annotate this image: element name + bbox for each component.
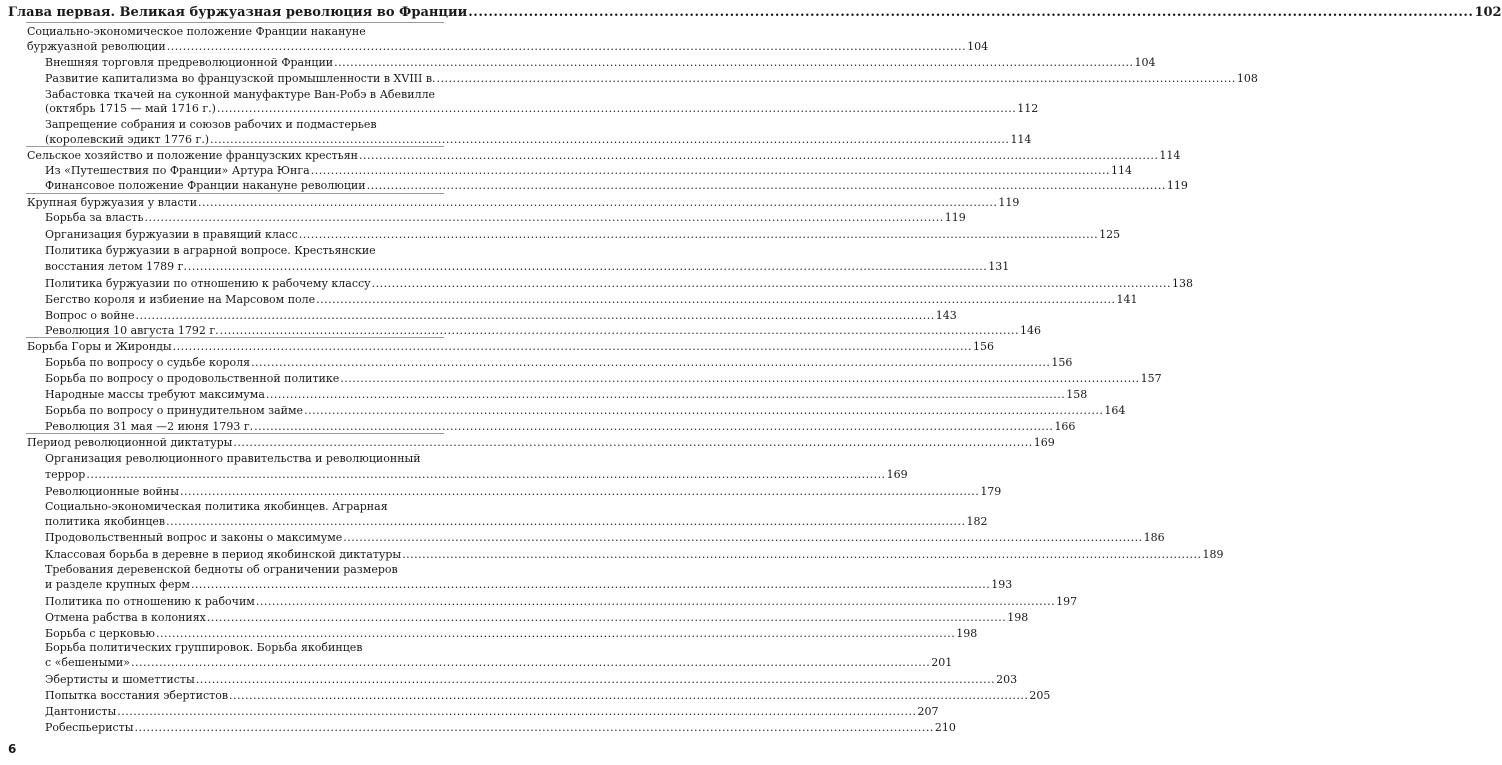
toc-entry[interactable] — [45, 356, 1073, 371]
dot-leader — [340, 372, 1139, 387]
toc-entry-page: 201 — [931, 656, 953, 669]
toc-entry[interactable] — [45, 531, 1165, 546]
toc-entry-title: Из «Путешествия по Франции» Артура Юнга — [45, 164, 310, 177]
toc-entry-title: Политика буржуазии по отношению к рабочему классу — [45, 277, 371, 290]
toc-entry[interactable] — [45, 72, 1258, 87]
toc-entry-title: Вопрос о войне — [45, 309, 135, 322]
toc-entry-title: Борьба за власть — [45, 211, 144, 224]
toc-entry-title: Продовольственный вопрос и законы о максимуме — [45, 531, 343, 544]
toc-entry[interactable] — [45, 627, 978, 642]
dot-leader — [217, 102, 1016, 117]
toc-entry-title: Борьба с церковью — [45, 627, 155, 640]
toc-entry[interactable] — [45, 244, 444, 259]
dot-leader — [131, 656, 930, 671]
toc-entry[interactable] — [45, 721, 956, 736]
dot-leader — [316, 293, 1115, 308]
toc-entry-title: Отмена рабства в колониях — [45, 611, 206, 624]
toc-entry[interactable] — [45, 56, 1156, 71]
toc-entry-page: 164 — [1104, 404, 1126, 417]
toc-entry-page: 114 — [1010, 133, 1032, 146]
toc-entry-title: Дантонисты — [45, 705, 117, 718]
dot-leader — [229, 689, 1028, 704]
toc-entry-page: 157 — [1140, 372, 1162, 385]
toc-entry-page: 141 — [1116, 293, 1138, 306]
dot-leader — [299, 228, 1098, 243]
dot-leader — [167, 40, 966, 55]
toc-entry-title: Революционные войны — [45, 485, 179, 498]
toc-entry-title: Развитие капитализма во французской промышленности в XVIII в. — [45, 72, 436, 85]
toc-entry-title: Политика по отношению к рабочим — [45, 595, 255, 608]
toc-entry-title: Борьба по вопросу о принудительном займе — [45, 404, 304, 417]
chapter-title: Глава первая. Великая буржуазная революция во Франции — [8, 5, 468, 20]
toc-entry-page: 166 — [1054, 420, 1076, 433]
toc-entry[interactable] — [45, 705, 939, 720]
toc-entry-title: Период революционной диктатуры — [27, 436, 233, 449]
toc-entry[interactable] — [45, 689, 1051, 704]
toc-entry[interactable] — [45, 388, 1088, 403]
dot-leader — [266, 388, 1065, 403]
toc-entry-title: Борьба по вопросу о продовольственной политике — [45, 372, 340, 385]
toc-entry[interactable] — [27, 25, 444, 40]
dot-leader — [188, 260, 987, 275]
toc-entry[interactable] — [45, 485, 1002, 500]
dot-leader — [343, 531, 1142, 546]
toc-entry[interactable] — [45, 452, 444, 467]
toc-entry-page: 143 — [935, 309, 957, 322]
toc-entry[interactable] — [45, 118, 444, 133]
toc-entry-title: Финансовое положение Франции накануне революции — [45, 179, 366, 192]
toc-entry[interactable] — [45, 211, 966, 226]
dot-leader — [304, 404, 1103, 419]
dot-leader — [233, 436, 1032, 451]
toc-entry-title: Социально-экономическая политика якобинцев. Аграрная — [45, 500, 388, 513]
toc-entry-page: 146 — [1020, 324, 1041, 337]
toc-entry-title: Забастовка ткачей на суконной мануфактуре Ван-Робэ в Абевилле — [45, 88, 436, 101]
dot-leader — [437, 72, 1236, 87]
toc-entry[interactable] — [45, 102, 1039, 117]
dot-leader — [86, 468, 885, 483]
dot-leader — [311, 164, 1110, 179]
toc-entry-page: 193 — [991, 578, 1013, 591]
dot-leader — [135, 721, 934, 736]
toc-entry-title: Требования деревенской бедноты об ограничении размеров — [45, 563, 398, 576]
toc-entry-page: 169 — [1033, 436, 1055, 449]
dot-leader — [166, 515, 965, 530]
chapter-page-number: 102 — [1474, 5, 1502, 20]
toc-entry-title: Бегство короля и избиение на Марсовом поле — [45, 293, 316, 306]
dot-leader — [196, 673, 995, 688]
toc-entry-title: Организация буржуазии в правящий класс — [45, 228, 298, 241]
section-divider — [26, 22, 444, 23]
toc-entry[interactable] — [45, 404, 1126, 419]
toc-entry[interactable] — [27, 436, 1055, 451]
toc-entry[interactable] — [45, 563, 444, 578]
dot-leader — [256, 595, 1055, 610]
toc-entry[interactable] — [27, 40, 989, 55]
toc-entry-page: 182 — [966, 515, 988, 528]
toc-entry-page: 205 — [1029, 689, 1051, 702]
toc-entry-title: Революция 10 августа 1792 г. — [45, 324, 219, 337]
toc-entry[interactable] — [45, 611, 1029, 626]
toc-entry-page: 114 — [1111, 164, 1133, 177]
dot-leader — [402, 548, 1201, 563]
toc-entry-title: Социально-экономическое положение Франции накануне — [27, 25, 366, 38]
dot-leader — [468, 5, 1473, 21]
toc-entry-page: 156 — [972, 340, 994, 353]
toc-entry-page: 179 — [980, 485, 1002, 498]
toc-entry-page: 104 — [1134, 56, 1156, 69]
page-number: 6 — [8, 742, 17, 756]
toc-entry-title: Внешняя торговля предреволюционной Франции — [45, 56, 334, 69]
dot-leader — [191, 578, 990, 593]
dot-leader — [359, 149, 1158, 164]
section-divider — [26, 337, 444, 338]
toc-entry[interactable] — [45, 468, 908, 483]
toc-entry-page: 158 — [1066, 388, 1088, 401]
toc-entry-page: 197 — [1056, 595, 1078, 608]
toc-entry[interactable] — [45, 277, 1193, 292]
toc-entry-page: 138 — [1171, 277, 1193, 290]
toc-entry-title: Сельское хозяйство и положение французских крестьян — [27, 149, 358, 162]
toc-entry-title: с «бешеными» — [45, 656, 130, 669]
toc-entry-page: 156 — [1051, 356, 1073, 369]
toc-entry[interactable] — [45, 179, 1188, 194]
toc-entry[interactable] — [45, 228, 1121, 243]
toc-entry-title: и разделе крупных ферм — [45, 578, 190, 591]
toc-entry-title: Попытка восстания эбертистов — [45, 689, 229, 702]
toc-entry-page: 108 — [1236, 72, 1258, 85]
dot-leader — [367, 179, 1166, 194]
dot-leader — [334, 56, 1133, 71]
toc-entry-title: Робеспьеристы — [45, 721, 134, 734]
dot-leader — [372, 277, 1171, 292]
toc-entry-page: 114 — [1159, 149, 1181, 162]
toc-entry-title: Народные массы требуют максимума — [45, 388, 265, 401]
toc-entry[interactable] — [45, 641, 444, 656]
toc-entry-page: 189 — [1202, 548, 1224, 561]
toc-entry[interactable] — [27, 340, 994, 355]
toc-entry[interactable] — [45, 673, 1018, 688]
toc-entry-page: 169 — [886, 468, 908, 481]
toc-entry-title: (королевский эдикт 1776 г.) — [45, 133, 210, 146]
toc-entry-page: 119 — [998, 196, 1020, 209]
dot-leader — [117, 705, 916, 720]
toc-entry-title: Организация революционного правительства и революционный — [45, 452, 421, 465]
dot-leader — [251, 356, 1050, 371]
toc-entry-title: Борьба Горы и Жиронды — [27, 340, 172, 353]
toc-entry[interactable] — [45, 309, 957, 324]
toc-entry[interactable] — [45, 595, 1078, 610]
toc-entry-page: 131 — [988, 260, 1010, 273]
section-divider — [26, 146, 444, 147]
toc-entry-page: 125 — [1099, 228, 1121, 241]
dot-leader — [198, 196, 997, 211]
toc-entry[interactable] — [45, 515, 988, 530]
toc-entry[interactable] — [45, 548, 1224, 563]
toc-entry[interactable] — [45, 164, 1133, 179]
toc-entry-title: Политика буржуазии в аграрной вопросе. Крестьянские — [45, 244, 376, 257]
toc-entry-title: Классовая борьба в деревне в период якобинской диктатуры — [45, 548, 402, 561]
toc-entry-title: буржуазной революции — [27, 40, 166, 53]
toc-entry-title: Борьба политических группировок. Борьба якобинцев — [45, 641, 363, 654]
toc-entry-page: 112 — [1017, 102, 1039, 115]
toc-entry[interactable] — [45, 656, 953, 671]
toc-entry-title: (октябрь 1715 — май 1716 г.) — [45, 102, 216, 115]
toc-entry-title: Революция 31 мая —2 июня 1793 г. — [45, 420, 254, 433]
dot-leader — [207, 611, 1006, 626]
toc-entry-title: Эбертисты и шометтисты — [45, 673, 195, 686]
dot-leader — [144, 211, 943, 226]
toc-entry[interactable] — [45, 88, 444, 103]
toc-entry-title: Борьба по вопросу о судьбе короля — [45, 356, 251, 369]
toc-entry[interactable] — [45, 293, 1138, 308]
toc-entry-page: 203 — [996, 673, 1018, 686]
toc-entry-page: 198 — [956, 627, 978, 640]
section-divider — [26, 433, 444, 434]
toc-entry-title: Крупная буржуазия у власти — [27, 196, 198, 209]
toc-entry-page: 119 — [1166, 179, 1188, 192]
chapter-heading[interactable] — [8, 5, 1502, 21]
toc-entry-page: 210 — [934, 721, 956, 734]
toc-entry-title: Запрещение собрания и союзов рабочих и подмастерьев — [45, 118, 377, 131]
dot-leader — [156, 627, 955, 642]
toc-entry-page: 104 — [967, 40, 989, 53]
dot-leader — [180, 485, 979, 500]
toc-entry-title: террор — [45, 468, 86, 481]
toc-entry-page: 186 — [1143, 531, 1165, 544]
toc-entry[interactable] — [45, 372, 1162, 387]
toc-entry-title: политика якобинцев — [45, 515, 166, 528]
toc-entry-page: 119 — [944, 211, 966, 224]
toc-entry[interactable] — [27, 196, 1020, 211]
toc-entry[interactable] — [45, 500, 444, 515]
toc-entry-title: восстания летом 1789 г. — [45, 260, 187, 273]
toc-entry[interactable] — [27, 149, 1181, 164]
toc-entry[interactable] — [45, 260, 1010, 275]
toc-entry[interactable] — [45, 578, 1013, 593]
section-divider — [26, 193, 444, 194]
dot-leader — [173, 340, 972, 355]
toc-entry-page: 207 — [917, 705, 939, 718]
toc-entry-page: 198 — [1007, 611, 1029, 624]
dot-leader — [135, 309, 934, 324]
